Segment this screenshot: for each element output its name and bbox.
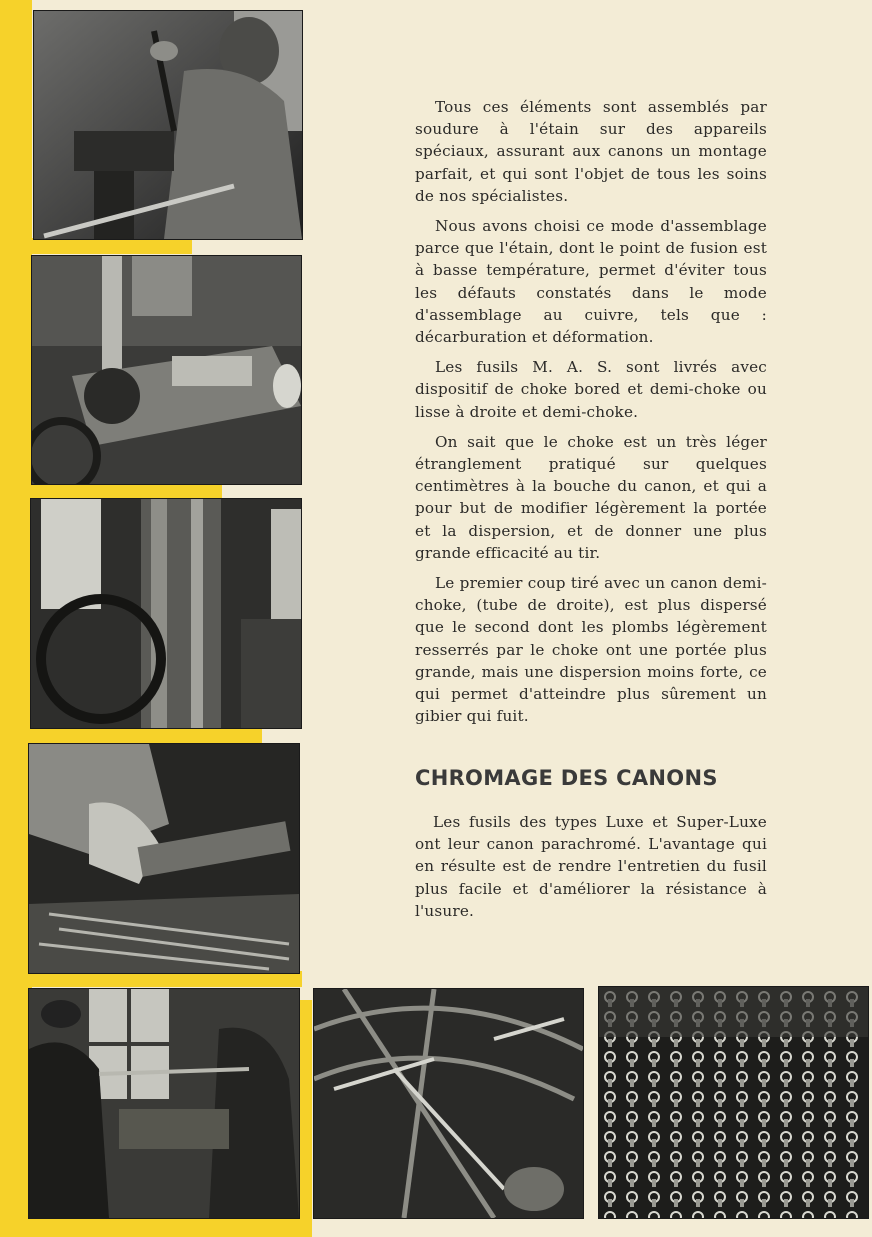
paragraph-chromage: Les fusils des types Luxe et Super-Luxe ont leur canon parachromé. L'avantage qui en résulte est de rendre l'entretien du fusil plus facile et d'améliorer la résistance à l'usure. xyxy=(415,813,767,920)
paragraph-soldering-choice: Nous avons choisi ce mode d'assemblage parce que l'étain, dont le point de fusion est à basse température, permet d'éviter tous les défauts constatés dans le mode d'assemblage au cuivre, tels que : décarburation et déformation. xyxy=(415,217,767,347)
photo-workers-bench xyxy=(28,988,300,1219)
section-heading-chromage: CHROMAGE DES CANONS xyxy=(415,766,718,790)
paragraph-choke-definition: On sait que le choke est un très léger étranglement pratiqué sur quelques centimètres à la bouche du canon, et qui a pour but de modifier légèrement la portée et la dispersion, et de donner une plus grande efficacité au tir. xyxy=(415,432,767,562)
paragraph-choke-options: Les fusils M. A. S. sont livrés avec dispositif de choke bored et demi-choke ou lisse à droite et demi-choke. xyxy=(415,358,767,421)
paragraph-assembly: Tous ces éléments sont assemblés par soudure à l'étain sur des appareils spéciaux, assurant aux canons un montage parfait, et qui sont l'objet de tous les soins de nos spécialistes. xyxy=(415,98,767,205)
chromage-text xyxy=(415,811,767,922)
photo-machine-tool xyxy=(31,255,302,485)
paragraph-first-shot: Le premier coup tiré avec un canon demi-choke, (tube de droite), est plus dispersé que le second dont les plombs légèrement resserrés par le choke ont une portée plus grande, mais une dispersion moins forte, ce qui permet d'atteindre plus sûrement un gibier qui fuit. xyxy=(415,574,767,726)
yellow-band-5 xyxy=(0,1217,310,1237)
yellow-band-3 xyxy=(32,727,262,743)
main-text-column xyxy=(415,96,767,735)
photo-barrel-inspection xyxy=(28,743,300,974)
photo-worker-soldering xyxy=(33,10,303,240)
photo-rows-of-parts xyxy=(598,986,869,1219)
photo-press-machine xyxy=(30,498,302,729)
yellow-band-6 xyxy=(298,1000,312,1237)
yellow-band-1 xyxy=(32,238,192,254)
photo-chroming-rack xyxy=(313,988,584,1219)
